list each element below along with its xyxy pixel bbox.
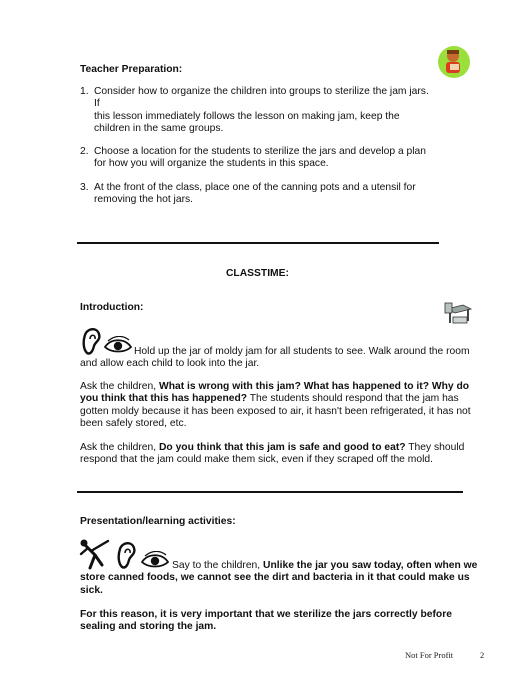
- presentation-paragraph-2: For this reason, it is very important that we sterilize the jars correctly before sealing and storing the jam.: [80, 609, 452, 633]
- intro-paragraph-3: Ask the children, Do you think that this jam is safe and good to eat? They should respond that the jam could make them sick, even if they scraped off the mold.: [80, 442, 465, 466]
- introduction-heading: Introduction:: [80, 302, 144, 313]
- presentation-heading: Presentation/learning activities:: [80, 516, 236, 527]
- list-item: 2. Choose a location for the students to sterilize the jars and develop a plan for how you will organize the students in this space.: [80, 146, 426, 170]
- presentation-paragraph-1: Say to the children, Unlike the jar you saw today, often when we store canned foods, we cannot see the dirt and bacteria in it that could make us sick.: [80, 560, 478, 596]
- list-item: 3. At the front of the class, place one of the canning pots and a utensil for removing the hot jars.: [80, 182, 416, 206]
- section-divider: [77, 491, 463, 493]
- section-divider: [77, 242, 439, 244]
- intro-text-line1: Hold up the jar of moldy jam for all students to see. Walk around the room: [134, 346, 470, 357]
- intro-paragraph-2: Ask the children, What is wrong with this jam? What has happened to it? Why do you think that this has happened? The students should respond that the jam has gotten moldy because it has been exposed to air, it hasn't been refrigerated, it has not been safely stored, etc.: [80, 381, 471, 430]
- eye-icon: [103, 336, 133, 354]
- list-item: 1. Consider how to organize the children into groups to sterilize the jam jars. If this lesson immediately follows the lesson on making jam, keep the children in the same groups.: [80, 86, 429, 135]
- teacher-prep-heading: Teacher Preparation:: [80, 64, 183, 75]
- page-number: 2: [480, 650, 485, 660]
- ear-icon: [80, 325, 102, 357]
- desk-icon: [443, 299, 473, 327]
- classtime-heading: CLASSTIME:: [226, 268, 289, 279]
- teacher-icon: [437, 44, 471, 80]
- footer-label: Not For Profit: [405, 650, 454, 660]
- intro-text-line2: and allow each child to look into the jar.: [80, 358, 260, 369]
